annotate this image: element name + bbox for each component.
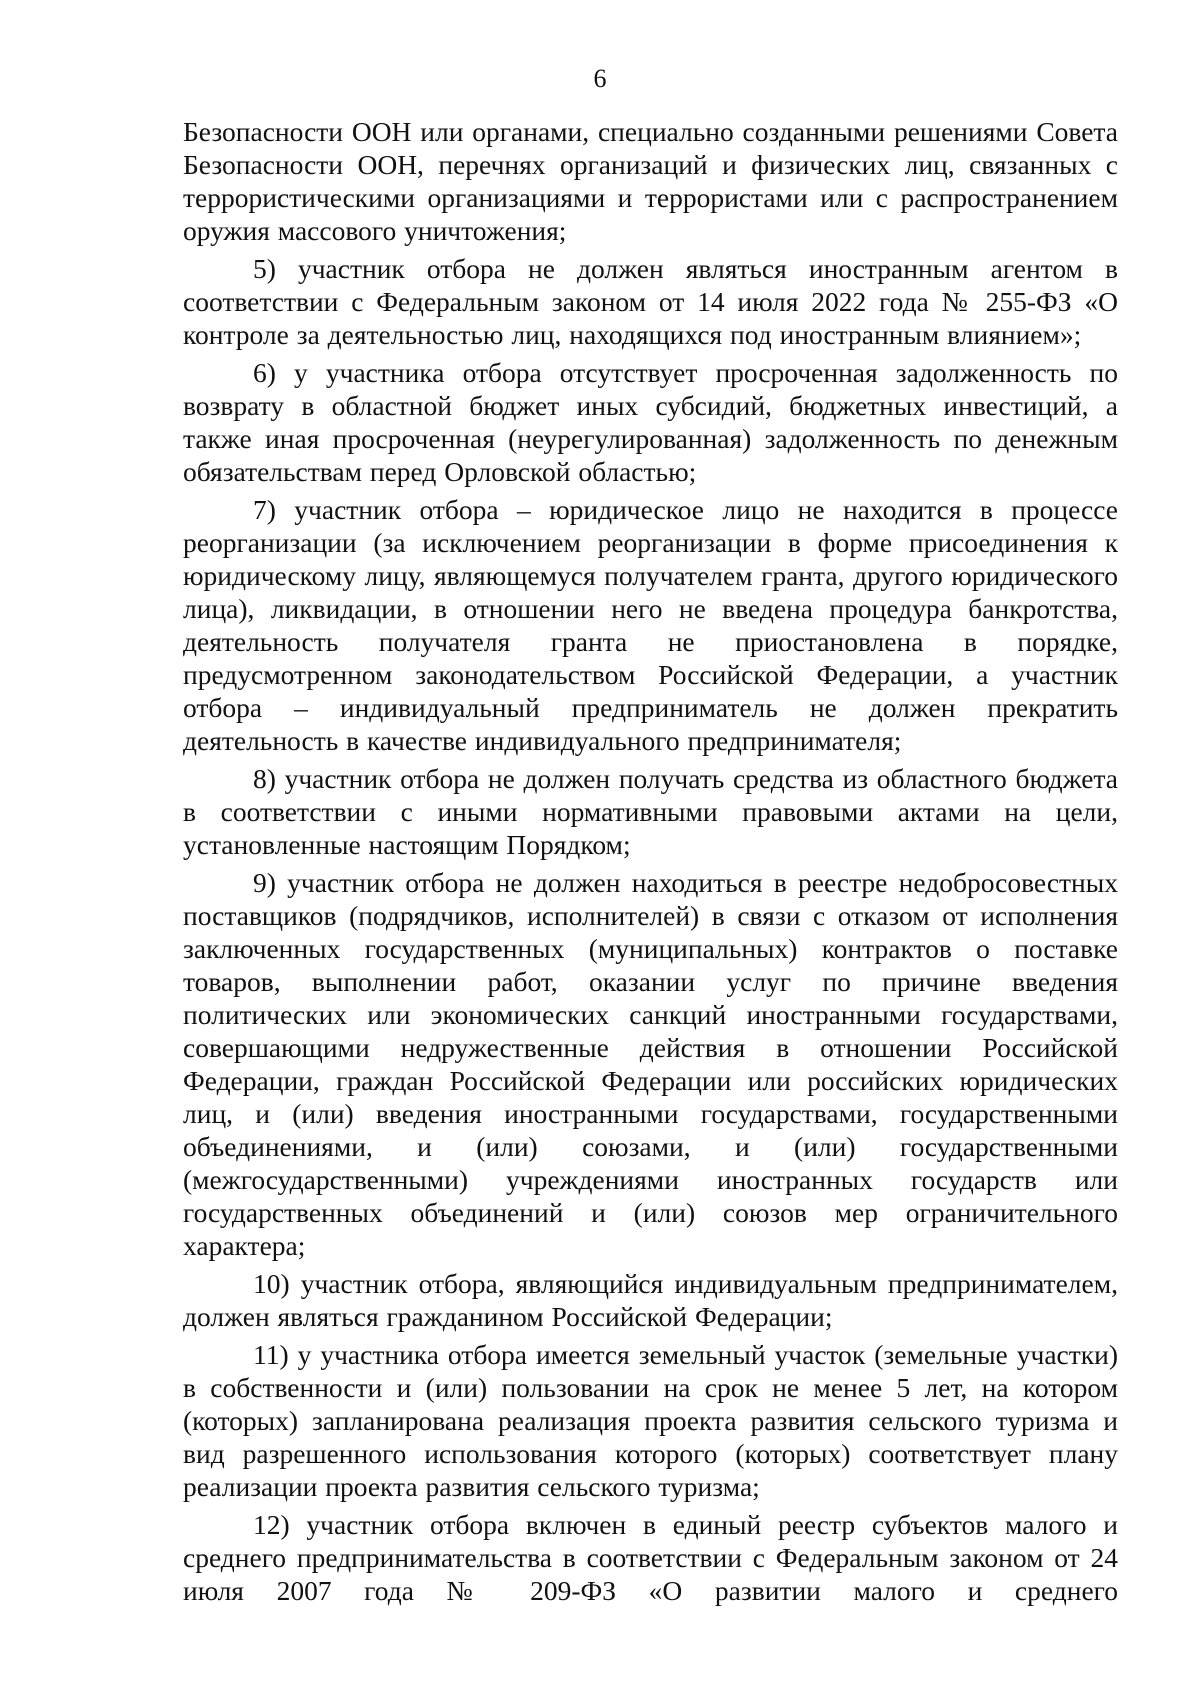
paragraph-item-8: 8) участник отбора не должен получать средства из областного бюджета в соответствии с иными нормативными правовыми актами на цели, установленные настоящим Порядком; (183, 763, 1118, 860)
paragraph-item-12: 12) участник отбора включен в единый реестр субъектов малого и среднего предпринимательства в соответствии с Федеральным законом от 24 июля 2007 года № 209-ФЗ «О развитии малого и среднего (183, 1509, 1118, 1606)
paragraph-item-5: 5) участник отбора не должен являться иностранным агентом в соответствии с Федеральным законом от 14 июля 2022 года № 255-ФЗ «О контроле за деятельностью лиц, находящихся под иностранным влиянием»; (183, 253, 1118, 350)
paragraph-item-11: 11) у участника отбора имеется земельный участок (земельные участки) в собственности и (или) пользовании на срок не менее 5 лет, на котором (которых) запланирована реализация проекта развития сельского туризма и вид разрешенного использования которого (которых) соответствует плану реализации проекта развития сельского туризма; (183, 1339, 1118, 1502)
document-body (183, 115, 1118, 1612)
paragraph-item-10: 10) участник отбора, являющийся индивидуальным предпринимателем, должен являться гражданином Российской Федерации; (183, 1268, 1118, 1332)
paragraph-item-6: 6) у участника отбора отсутствует просроченная задолженность по возврату в областной бюджет иных субсидий, бюджетных инвестиций, а также иная просроченная (неурегулированная) задолженность по денежным обязательствам перед Орловской областью; (183, 357, 1118, 487)
paragraph-item-9: 9) участник отбора не должен находиться в реестре недобросовестных поставщиков (подрядчиков, исполнителей) в связи с отказом от исполнения заключенных государственных (муниципальных) контрактов о поставке товаров, выполнении работ, оказании услуг по причине введения политических или экономических санкций иностранными государствами, совершающими недружественные действия в отношении Российской Федерации, граждан Российской Федерации или российских юридических лиц, и (или) введения иностранными государствами, государственными объединениями, и (или) союзами, и (или) государственными (межгосударственными) учреждениями иностранных государств или государственных объединений и (или) союзов мер ограничительного характера; (183, 867, 1118, 1261)
paragraph-1-continuation: Безопасности ООН или органами, специально созданными решениями Совета Безопасности ООН, перечнях организаций и физических лиц, связанных с террористическими организациями и террористами или с распространением оружия массового уничтожения; (183, 116, 1118, 246)
page-number: 6 (593, 64, 607, 93)
paragraph-item-7: 7) участник отбора – юридическое лицо не находится в процессе реорганизации (за исключением реорганизации в форме присоединения к юридическому лицу, являющемуся получателем гранта, другого юридического лица), ликвидации, в отношении него не введена процедура банкротства, деятельность получателя гранта не приостановлена в порядке, предусмотренном законодательством Российской Федерации, а участник отбора – индивидуальный предприниматель не должен прекратить деятельность в качестве индивидуального предпринимателя; (183, 494, 1118, 756)
